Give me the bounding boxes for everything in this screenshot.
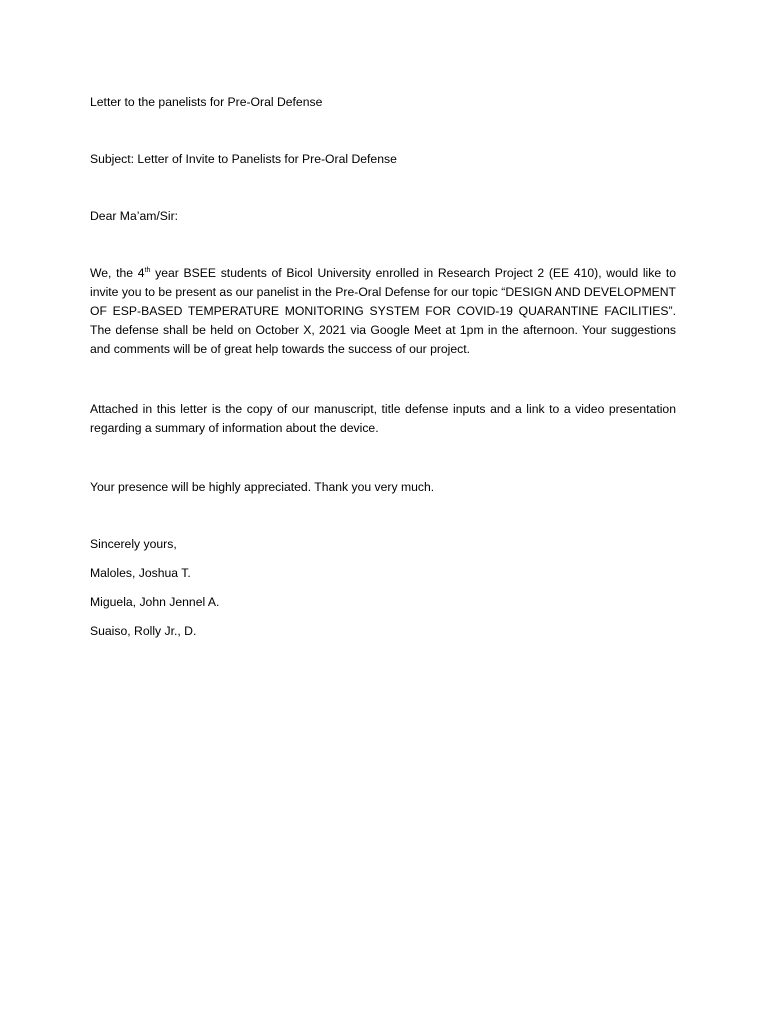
paragraph-1-opening: We, the 4 xyxy=(90,266,145,280)
body-paragraph-1 xyxy=(90,264,676,359)
ordinal-suffix: th xyxy=(144,267,151,274)
body-paragraph-3: Your presence will be highly appreciated. Thank you very much. xyxy=(90,480,435,494)
signatory-name: Maloles, Joshua T. xyxy=(90,566,191,580)
letter-subject: Subject: Letter of Invite to Panelists for Pre-Oral Defense xyxy=(90,152,397,166)
letter-page xyxy=(90,0,676,1024)
paragraph-1-text: year BSEE students of Bicol University enrolled in Research Project 2 (EE 410), would like to invite you to be present as our panelist in the Pre-Oral Defense for our topic “DESIGN AND DEVELOPMENT OF ESP-BASED TEMPERATURE MONITORING SYSTEM FOR COVID-19 QUARANTINE FACILITIES”. The defense shall be held on October X, 2021 via Google Meet at 1pm in the afternoon. Your suggestions and comments will be of great help towards the success of our project. xyxy=(90,266,676,356)
body-paragraph-2: Attached in this letter is the copy of our manuscript, title defense inputs and a link to a video presentation regarding a summary of information about the device. xyxy=(90,402,676,435)
letter-heading: Letter to the panelists for Pre-Oral Defense xyxy=(90,95,323,109)
letter-closing: Sincerely yours, xyxy=(90,537,177,551)
signatory-name: Suaiso, Rolly Jr., D. xyxy=(90,624,197,638)
letter-salutation: Dear Ma’am/Sir: xyxy=(90,209,179,223)
signatory-name: Miguela, John Jennel A. xyxy=(90,595,220,609)
